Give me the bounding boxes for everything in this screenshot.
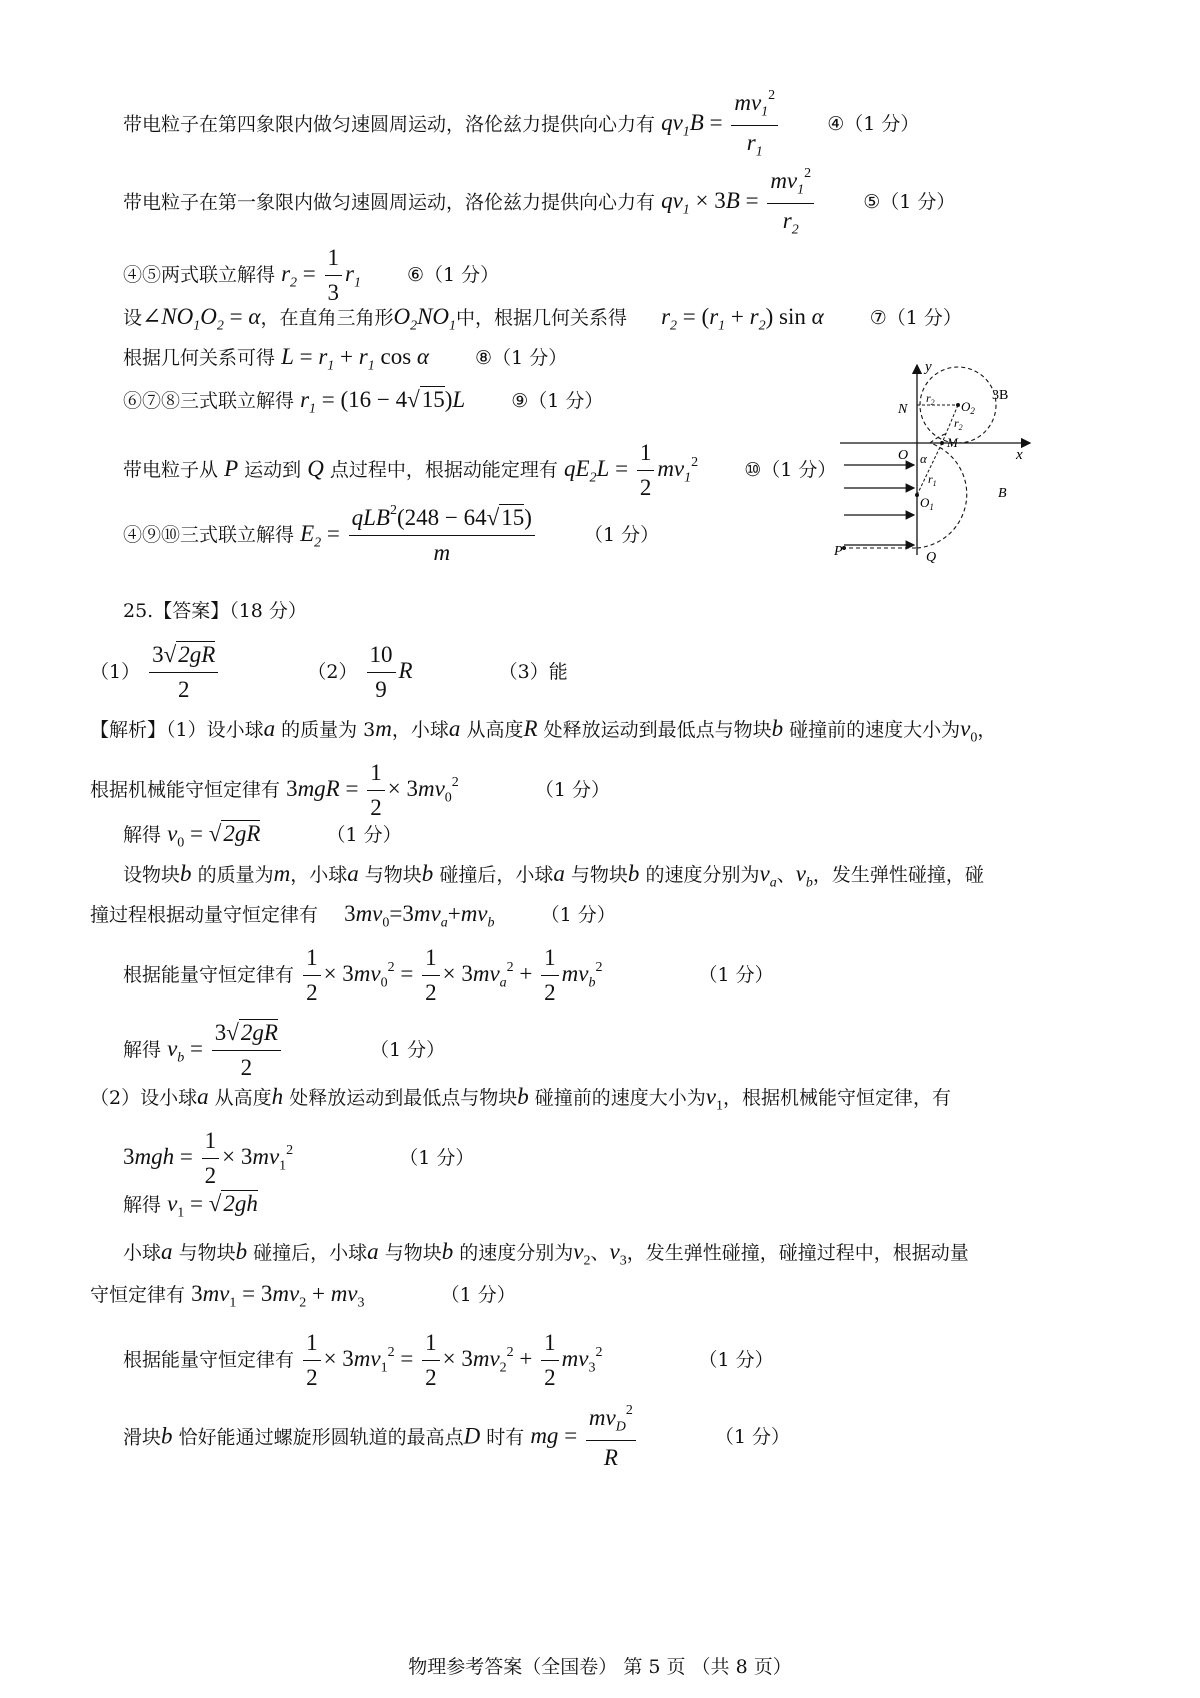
eq-line-8: 根据几何关系可得 $L = r_1 + r_1$ cos α ⑧（1 分） [123,344,568,374]
analysis-line: 解得 $v_1 = √2gh$ [123,1191,258,1221]
score-mark: （1 分） [583,524,660,547]
formula-5: $qv_1 \times 3B$ = $\frac{mv_1^2}{r_2}$ [661,188,817,213]
analysis-line: 撞过程根据动量守恒定律有 $3mv_0=3mv_a+mv_b$ （1 分） [90,901,616,931]
score-mark: ⑨（1 分） [511,390,604,412]
score-mark: ⑩（1 分） [744,459,837,482]
field-bottom-label: B [998,486,1007,501]
eq-line-4: 带电粒子在第四象限内做匀速圆周运动，洛伦兹力提供向心力有 $qv_1B$ = $\frac{mv_1^2}{r_1}$ ④（1 分） [123,88,920,160]
label-q: Q [926,550,937,565]
analysis-line: 根据能量守恒定律有 $\frac{1}{2}$ × $3mv_0^2$ = $\frac{1}{2}$ × $3mv_a^2$ + $\frac{1}{2}$ $mv_b^2$ （1 分） [123,945,774,1006]
y-axis-label: y [925,359,932,375]
formula-7: $r_2 = (r_1 + r_2)$ sin α [661,304,824,334]
page-footer: 物理参考答案（全国卷） 第 5 页 （共 8 页） [408,1656,792,1678]
label-o1: $O_1$ [920,495,934,512]
formula-4: $qv_1B$ = $\frac{mv_1^2}{r_1}$ [661,110,781,135]
answers-row: （1） $\frac{3√2gR}{2}$ （2） $\frac{10}{9}$ R （3）能 [90,642,568,703]
analysis-line: 滑块b 恰好能通过螺旋形圆轨道的最高点D 时有 mg = $\frac{mv_D^2}{R}$ （1 分） [123,1403,791,1470]
analysis-line: 根据能量守恒定律有 $\frac{1}{2}$ × $3mv_1^2$ = $\frac{1}{2}$ × $3mv_2^2$ + $\frac{1}{2}$ $mv_3^2$ （1 分） [123,1330,774,1391]
analysis-line: 根据机械能守恒定律有 3mgR = $\frac{1}{2}$ × $3mv_0^2$ （1 分） [90,760,610,821]
analysis-line: （2）设小球a 从高度h 处释放运动到最低点与物块b 碰撞前的速度大小为$v_1$，根据机械能守恒定律，有 [90,1084,952,1114]
eq-line-10: 带电粒子从 P 运动到 Q 点过程中，根据动能定理有 $qE_2L$ = $\frac{1}{2}$ $mv_1^2$ ⑩（1 分） [123,440,837,501]
formula-10: $qE_2L$ = $\frac{1}{2}$ $mv_1^2$ [563,440,699,501]
eq-line-9: ⑥⑦⑧三式联立解得 $r_1 = (16 - 4√15)L$ ⑨（1 分） [123,387,604,417]
formula-9: $r_1 = (16 - 4√15)L$ [300,387,466,417]
analysis-line: 3mgh = $\frac{1}{2}$ × $3mv_1^2$ （1 分） [123,1128,475,1189]
score-mark: ⑧（1 分） [475,347,568,369]
score-mark: ⑥（1 分） [407,264,500,287]
eq-line-7: 设$\angle NO_1O_2 = \alpha$，在直角三角形$O_2NO_1$中，根据几何关系得 $r_2 = (r_1 + r_2)$ sin α ⑦（1 分） [123,304,962,334]
label-r2: $r_2$ [954,416,963,432]
label-o: O [898,448,909,463]
eq-line-11: ④⑨⑩三式联立解得 $E_2$ = $\frac{qLB^2(248 - 64√15)}{m}$ （1 分） [123,503,660,566]
analysis-line: 解得 $v_0 = √2gR$ （1 分） [123,821,402,851]
analysis-line: 守恒定律有 $3mv_1 = 3mv_2 + mv_3$ （1 分） [90,1281,516,1311]
formula-8: $L = r_1 + r_1$ cos α [281,344,429,374]
label-p: P [834,544,843,559]
question-25-heading: 25.【答案】（18 分） [123,600,307,622]
label-r1: $r_1$ [928,472,937,488]
eq-line-6: ④⑤两式联立解得 $r_2$ = $\frac{1}{3}$ $r_1$ ⑥（1 分） [123,245,500,306]
field-diagram [830,355,1060,575]
x-axis-label: x [1016,447,1023,463]
analysis-line: 解得 $v_b$ = $\frac{3√2gR}{2}$ （1 分） [123,1020,446,1081]
field-top-label: 3B [992,388,1009,403]
formula-6: $r_2$ = $\frac{1}{3}$ $r_1$ [281,245,361,306]
score-mark: ④（1 分） [827,113,920,136]
label-r2: $r_2$ [926,391,935,407]
label-alpha: α [920,451,927,466]
eq-line-5: 带电粒子在第一象限内做匀速圆周运动，洛伦兹力提供向心力有 $qv_1 \times 3B$ = $\frac{mv_1^2}{r_2}$ ⑤（1 分） [123,166,956,238]
analysis-line: 小球a 与物块b 碰撞后，小球a 与物块b 的速度分别为$v_2$、$v_3$，发生弹性碰撞，碰撞过程中，根据动量 [123,1239,969,1269]
formula-11: $E_2$ = $\frac{qLB^2(248 - 64√15)}{m}$ [300,521,538,546]
score-mark: ⑤（1 分） [863,191,956,214]
label-n: N [898,402,908,417]
analysis-line: 【解析】（1）设小球a 的质量为 3m，小球a 从高度R 处释放运动到最低点与物块b 碰撞前的速度大小为$v_0$， [90,716,997,746]
score-mark: ⑦（1 分） [869,307,962,329]
label-m: M [947,435,958,450]
label-o2: $O_2$ [961,399,975,416]
analysis-line: 设物块b 的质量为m，小球a 与物块b 碰撞后，小球a 与物块b 的速度分别为$v_a$、$v_b$，发生弹性碰撞，碰 [123,861,984,891]
